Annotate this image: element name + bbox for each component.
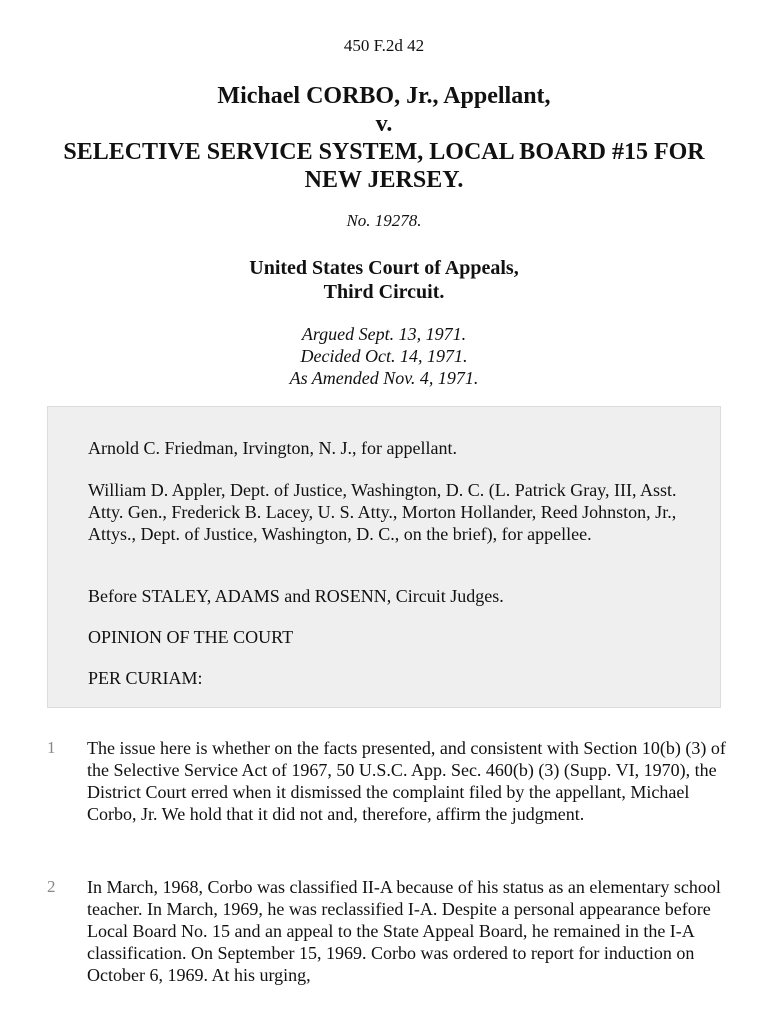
opinion-heading: OPINION OF THE COURT — [88, 627, 294, 647]
court-name — [0, 256, 768, 304]
paragraph-text: The issue here is whether on the facts presented, and consistent with Section 10(b) (3) of the Selective Service Act of 1967, 50 U.S.C. App. Sec. 460(b) (3) (Supp. VI, 1970), the District Court erred when it dismissed the complaint filed by the appellant, Michael Corbo, Jr. We hold that it did not and, therefore, affirm the judgment. — [87, 738, 726, 824]
paragraph-text: In March, 1968, Corbo was classified II-A because of his status as an elementary school teacher. In March, 1969, he was reclassified I-A. Despite a personal appearance before Local Board No. 15 and an appeal to the State Appeal Board, he remained in the I-A classification. On September 15, 1969. Corbo was ordered to report for induction on October 6, 1969. At his urging, — [87, 877, 721, 985]
docket-number: No. 19278. — [346, 211, 422, 230]
court-line2: Third Circuit. — [323, 281, 445, 303]
case-title — [20, 82, 748, 194]
title-appellee-line2: NEW JERSEY. — [304, 167, 464, 193]
judges: Before STALEY, ADAMS and ROSENN, Circuit Judges. — [88, 586, 504, 606]
paragraph-number: 2 — [47, 877, 56, 896]
case-dates — [0, 323, 768, 389]
citation: 450 F.2d 42 — [343, 36, 425, 55]
amended-date: As Amended Nov. 4, 1971. — [289, 368, 479, 388]
appellee-counsel: William D. Appler, Dept. of Justice, Washington, D. C. (L. Patrick Gray, III, Asst. Atty. Gen., Frederick B. Lacey, U. S. Atty., Morton Hollander, Reed Johnston, Jr., Attys., Dept. of Justice, Washington, D. C., on the brief), for appellee. — [88, 480, 677, 544]
decided-date: Decided Oct. 14, 1971. — [300, 346, 468, 366]
appellant-counsel: Arnold C. Friedman, Irvington, N. J., for appellant. — [88, 438, 457, 458]
per-curiam: PER CURIAM: — [88, 668, 203, 688]
paragraph-number: 1 — [47, 738, 56, 757]
counsel-box — [47, 406, 721, 708]
court-line1: United States Court of Appeals, — [249, 257, 519, 279]
title-appellee-line1: SELECTIVE SERVICE SYSTEM, LOCAL BOARD #15 FOR — [63, 139, 705, 165]
title-appellant: Michael CORBO, Jr., Appellant, — [217, 83, 551, 109]
argued-date: Argued Sept. 13, 1971. — [301, 324, 467, 344]
title-versus: v. — [375, 111, 393, 137]
